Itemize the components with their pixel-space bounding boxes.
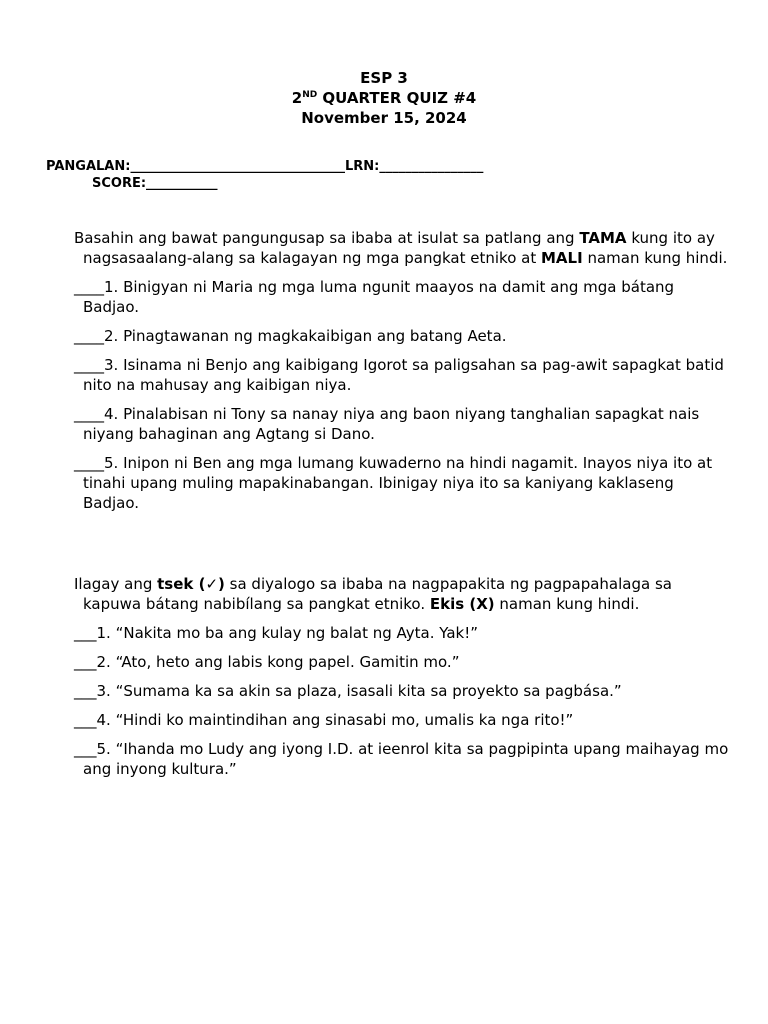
score-blank: ___________ [146, 176, 218, 191]
question-item: ____3. Isinama ni Benjo ang kaibigang Igorot sa paligsahan sa pag-awit sapagkat batid nito na mahusay ang kaibigan niya. [74, 356, 724, 394]
dialogue-item: ___3. “Sumama ka sa akin sa plaza, isasali kita sa proyekto sa pagbása.” [74, 682, 622, 700]
section2-instr-text: Ilagay ang [74, 575, 158, 593]
name-blank: _________________________________ [130, 159, 345, 174]
question-item: ____2. Pinagtawanan ng magkakaibigan ang batang Aeta. [74, 327, 507, 345]
section1-instr-text: Basahin ang bawat pangungusap sa ibaba at isulat sa patlang ang [74, 229, 580, 247]
section2-instr-tsek: tsek (✓) [157, 575, 225, 593]
question-item: ____4. Pinalabisan ni Tony sa nanay niya ang baon niyang tanghalian sapagkat nais niyang bahaginan ang Agtang si Dano. [74, 405, 700, 443]
dialogue-item: ___1. “Nakita mo ba ang kulay ng balat ng Ayta. Yak!” [74, 624, 479, 642]
section-check-x [74, 574, 734, 788]
section2-instr-text-end: naman kung hindi. [494, 595, 640, 613]
section1-instructions [74, 228, 734, 268]
name-label: PANGALAN: [46, 159, 131, 174]
section2-instr-text-mid: sa diyalogo sa ibaba na nagpapakita ng pagpapahalaga sa kapuwa bátang nabibílang sa pangkat etniko. [83, 575, 672, 613]
dialogue-item: ___2. “Ato, heto ang labis kong papel. Gamitin mo.” [74, 653, 460, 671]
quiz-title-text: QUARTER QUIZ #4 [317, 89, 477, 107]
subject-title: ESP 3 [360, 69, 408, 87]
lrn-blank: ________________ [379, 159, 484, 174]
quiz-header [0, 68, 768, 128]
lrn-label: LRN: [344, 159, 380, 174]
quiz-title-number: 2 [291, 89, 303, 107]
score-label: SCORE: [92, 176, 147, 191]
section1-instr-tama: TAMA [579, 229, 627, 247]
dialogue-item: ___5. “Ihanda mo Ludy ang iyong I.D. at ieenrol kita sa pagpipinta upang maihayag mo ang inyong kultura.” [74, 740, 729, 778]
section2-instructions [74, 574, 734, 614]
quiz-title-ordinal: ND [302, 90, 318, 100]
section1-instr-text-end: naman kung hindi. [582, 249, 728, 267]
dialogue-item: ___4. “Hindi ko maintindihan ang sinasabi mo, umalis ka nga rito!” [74, 711, 574, 729]
question-item: ____5. Inipon ni Ben ang mga lumang kuwaderno na hindi nagamit. Inayos niya ito at tinahi upang muling mapakinabangan. Ibinigay niya ito sa kaniyang kaklaseng Badjao. [74, 454, 713, 512]
question-item: ____1. Binigyan ni Maria ng mga luma ngunit maayos na damit ang mga bátang Badjao. [74, 278, 675, 316]
section1-instr-text-mid: kung ito ay nagsasaalang-alang sa kalagayan ng mga pangkat etniko at [83, 229, 715, 267]
name-lrn-row [46, 158, 483, 175]
score-row [92, 175, 218, 192]
section1-instr-mali: MALI [541, 249, 583, 267]
section2-instr-ekis: Ekis (X) [429, 595, 495, 613]
quiz-date: November 15, 2024 [301, 109, 467, 127]
section-true-false [74, 228, 734, 522]
quiz-title [0, 88, 768, 108]
